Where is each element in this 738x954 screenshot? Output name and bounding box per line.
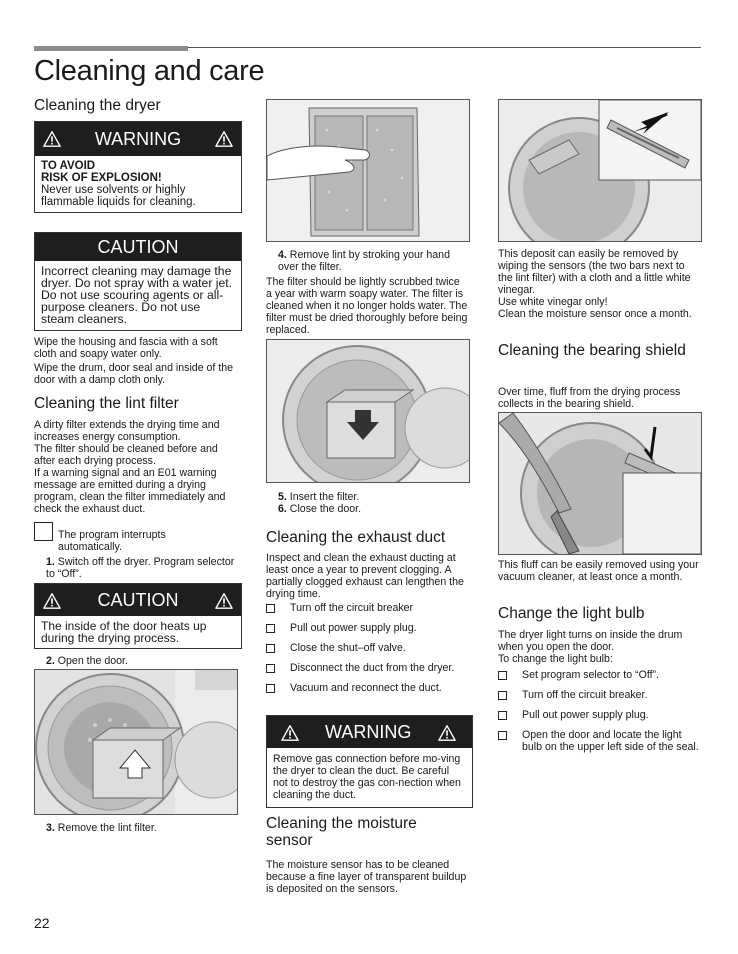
caution-text: Incorrect cleaning may damage the dryer. Do not spray with a water jet. Do not use scouring agents or all-purpose cleaners. Do not use steam cleaners. bbox=[41, 264, 233, 326]
warning-triangle-icon bbox=[215, 592, 233, 610]
step-switch-off: Switch off the dryer. Program selector to “Off”. bbox=[46, 556, 235, 580]
warning-triangle-icon bbox=[215, 130, 233, 148]
list-item: Set program selector to “Off”. bbox=[498, 669, 702, 681]
warning-box-gas bbox=[266, 715, 473, 808]
paragraph-vinegar-only: Use white vinegar only! bbox=[498, 296, 608, 308]
list-item: Turn off the circuit breaker. bbox=[498, 689, 702, 701]
paragraph-light-on: The dryer light turns on inside the drum when you open the door. bbox=[498, 629, 683, 653]
paragraph-drum: Wipe the drum, door seal and inside of the door with a damp cloth only. bbox=[34, 362, 234, 386]
checkbox-icon bbox=[266, 604, 275, 613]
warning-header bbox=[35, 122, 241, 156]
caution-label: CAUTION bbox=[97, 236, 179, 257]
warning-label: WARNING bbox=[94, 128, 182, 149]
illustration-remove-filter bbox=[34, 669, 238, 815]
step-insert-filter: Insert the filter. bbox=[289, 491, 360, 503]
paragraph-warning-e01: If a warning signal and an E01 warning message are emitted during a drying program, clean the filter immediately and check the exhaust duct. bbox=[34, 467, 226, 515]
checkbox-icon bbox=[498, 691, 507, 700]
caution-box-cleaning bbox=[34, 232, 242, 331]
page-title: Cleaning and care bbox=[34, 55, 265, 87]
list-item: Pull out power supply plug. bbox=[266, 622, 468, 634]
illustration-insert-filter bbox=[266, 339, 470, 483]
header-rule-thin bbox=[188, 47, 701, 48]
paragraph-moisture-sensor: The moisture sensor has to be cleaned because a fine layer of transparent buildup is deposited on the sensors. bbox=[266, 859, 467, 895]
illustration-stroke-filter bbox=[266, 99, 470, 242]
note-text: The program interrupts automatically. bbox=[58, 529, 166, 553]
checkbox-icon bbox=[266, 644, 275, 653]
warning-text: Never use solvents or highly flammable liquids for cleaning. bbox=[41, 184, 196, 208]
warning-box-explosion bbox=[34, 121, 242, 213]
heading-moisture-sensor: Cleaning the moisture sensor bbox=[266, 815, 417, 849]
illustration-bearing-shield bbox=[498, 412, 702, 555]
step-number: 4. bbox=[278, 249, 287, 261]
checkbox-icon bbox=[266, 624, 275, 633]
warning-header bbox=[267, 716, 472, 748]
step-stroke-lint: Remove lint by stroking your hand over the filter. bbox=[278, 249, 450, 273]
caution-header bbox=[35, 584, 241, 616]
heading-cleaning-dryer: Cleaning the dryer bbox=[34, 97, 161, 114]
list-item: Pull out power supply plug. bbox=[498, 709, 702, 721]
warning-text: Remove gas connection before mo-ving the dryer to clean the duct. Be careful not to destroy the gas con-nection when cleaning the duct. bbox=[273, 753, 461, 801]
paragraph-dirty-filter: A dirty filter extends the drying time and increases energy consumption. bbox=[34, 419, 220, 443]
heading-lint-filter: Cleaning the lint filter bbox=[34, 395, 179, 412]
caution-label: CAUTION bbox=[97, 589, 179, 610]
step-number: 6. bbox=[278, 503, 287, 515]
step-number: 2. bbox=[46, 655, 55, 667]
step-remove-filter: Remove the lint filter. bbox=[57, 822, 157, 834]
paragraph-clean-before: The filter should be cleaned before and after each drying process. bbox=[34, 443, 218, 467]
bulb-checklist bbox=[498, 669, 702, 753]
checkbox-icon bbox=[266, 684, 275, 693]
checkbox-icon bbox=[498, 671, 507, 680]
paragraph-scrub-filter: The filter should be lightly scrubbed twice a year with warm soapy water. The filter is cleaned when it no longer holds water. The filter must be dried thoroughly before being replaced. bbox=[266, 276, 468, 336]
paragraph-clean-monthly: Clean the moisture sensor once a month. bbox=[498, 308, 692, 320]
checkbox-icon bbox=[498, 711, 507, 720]
warning-triangle-icon bbox=[43, 130, 61, 148]
warning-triangle-icon bbox=[438, 724, 456, 742]
note-checkbox-icon bbox=[34, 522, 53, 541]
step-close-door: Close the door. bbox=[289, 503, 362, 515]
caution-box-door-heat bbox=[34, 583, 242, 649]
list-item: Close the shut–off valve. bbox=[266, 642, 468, 654]
step-open-door: Open the door. bbox=[57, 655, 128, 667]
caution-text: The inside of the door heats up during the drying process. bbox=[41, 619, 207, 645]
paragraph-to-change: To change the light bulb: bbox=[498, 653, 613, 665]
paragraph-fluff: Over time, fluff from the drying process collects in the bearing shield. bbox=[498, 386, 681, 410]
caution-header bbox=[35, 233, 241, 261]
warning-label: WARNING bbox=[325, 721, 412, 742]
step-number: 5. bbox=[278, 491, 287, 503]
page-number: 22 bbox=[34, 915, 50, 931]
list-item: Disconnect the duct from the dryer. bbox=[266, 662, 468, 674]
paragraph-vacuum-fluff: This fluff can be easily removed using your vacuum cleaner, at least once a month. bbox=[498, 559, 699, 583]
paragraph-deposit: This deposit can easily be removed by wiping the sensors (the two bars next to the lint filter) with a cloth and a little white vinegar. bbox=[498, 248, 691, 296]
list-item: Vacuum and reconnect the duct. bbox=[266, 682, 468, 694]
warning-triangle-icon bbox=[281, 724, 299, 742]
warning-triangle-icon bbox=[43, 592, 61, 610]
list-item: Open the door and locate the light bulb on the upper left side of the seal. bbox=[498, 729, 702, 753]
heading-light-bulb: Change the light bulb bbox=[498, 605, 645, 622]
exhaust-checklist bbox=[266, 602, 468, 694]
checkbox-icon bbox=[266, 664, 275, 673]
warning-line1: TO AVOID bbox=[41, 160, 96, 172]
paragraph-housing: Wipe the housing and fascia with a soft cloth and soapy water only. bbox=[34, 336, 218, 360]
header-rule-thick bbox=[34, 46, 188, 51]
heading-exhaust-duct: Cleaning the exhaust duct bbox=[266, 529, 446, 546]
heading-bearing-shield: Cleaning the bearing shield bbox=[498, 342, 686, 359]
step-number: 3. bbox=[46, 822, 55, 834]
paragraph-inspect-duct: Inspect and clean the exhaust ducting at least once a year to prevent clogging. A partially clogged exhaust can lengthen the drying time. bbox=[266, 552, 464, 600]
list-item: Turn off the circuit breaker bbox=[266, 602, 468, 614]
step-number: 1. bbox=[46, 556, 55, 568]
warning-line2: RISK OF EXPLOSION! bbox=[41, 172, 162, 184]
checkbox-icon bbox=[498, 731, 507, 740]
illustration-moisture-sensor bbox=[498, 99, 702, 242]
